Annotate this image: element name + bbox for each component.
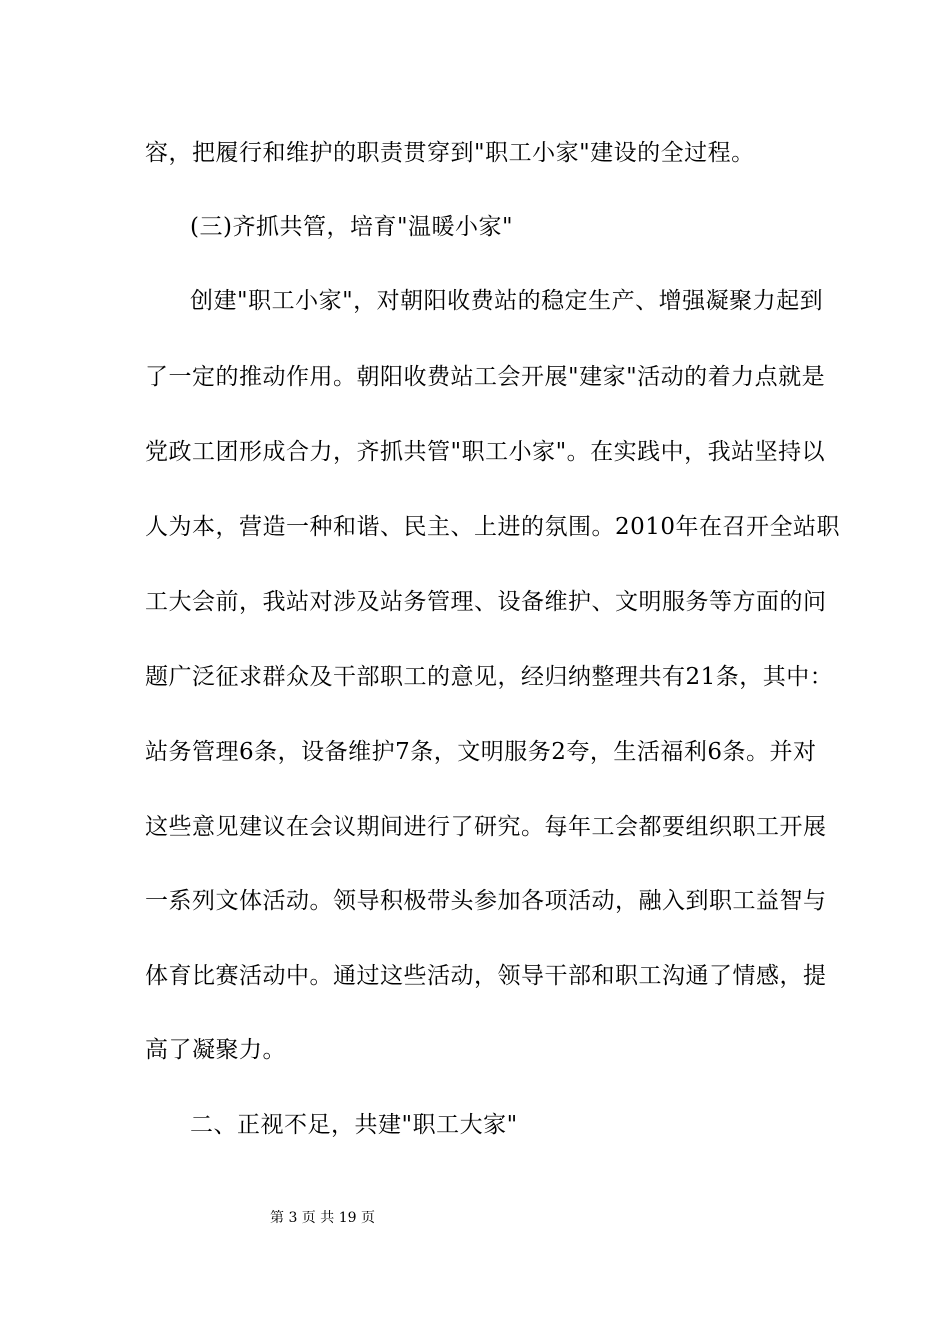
- paragraph-line: 党政工团形成合力，齐抓共管"职工小家"。在实践中，我站坚持以: [145, 439, 826, 465]
- paragraph-line: 题广泛征求群众及干部职工的意见，经归纳整理共有21条，其中：: [145, 664, 834, 690]
- paragraph-line: 了一定的推动作用。朝阳收费站工会开展"建家"活动的着力点就是: [145, 364, 826, 390]
- paragraph-line: 这些意见建议在会议期间进行了研究。每年工会都要组织职工开展: [145, 814, 827, 840]
- section-heading: (三)齐抓共管，培育"温暖小家": [190, 214, 514, 240]
- paragraph-line: 体育比赛活动中。通过这些活动，领导干部和职工沟通了情感，提: [145, 963, 827, 989]
- paragraph-line: 创建"职工小家"，对朝阳收费站的稳定生产、增强凝聚力起到: [190, 288, 824, 314]
- page-number-footer: 第 3 页 共 19 页: [270, 1210, 375, 1226]
- paragraph-line: 一系列文体活动。领导积极带头参加各项活动，融入到职工益智与: [145, 888, 827, 914]
- paragraph-line: 高了凝聚力。: [145, 1037, 286, 1063]
- paragraph-line: 容，把履行和维护的职责贯穿到"职工小家"建设的全过程。: [145, 140, 755, 166]
- paragraph-line: 人为本，营造一种和谐、民主、上进的氛围。2010年在召开全站职: [145, 514, 841, 540]
- paragraph-line: 工大会前，我站对涉及站务管理、设备维护、文明服务等方面的问: [145, 589, 827, 615]
- section-heading: 二、正视不足，共建"职工大家": [190, 1112, 518, 1138]
- paragraph-line: 站务管理6条，设备维护7条，文明服务2夸，生活福利6条。并对: [145, 739, 817, 765]
